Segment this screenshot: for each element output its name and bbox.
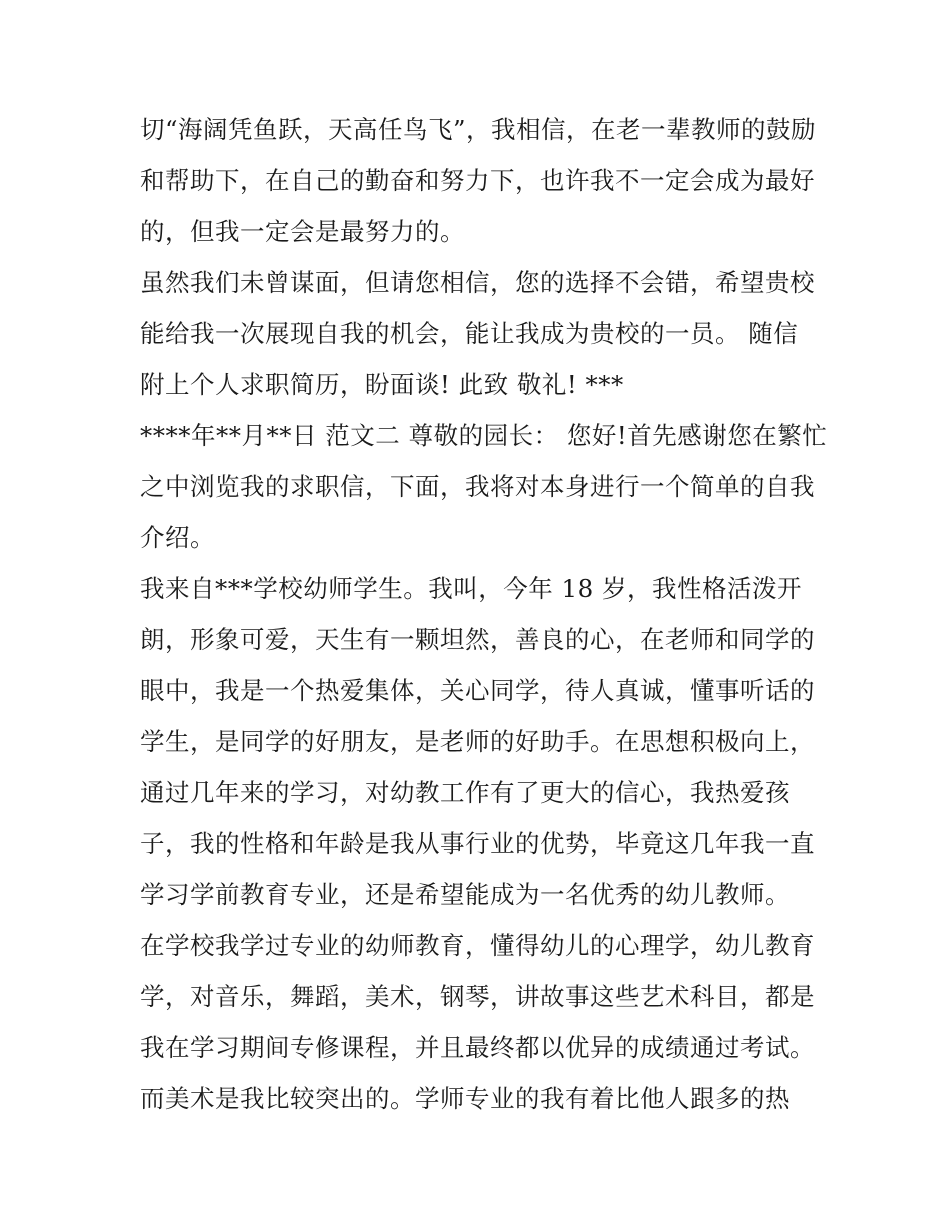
text-line: 我来自***学校幼师学生。我叫，今年 18 岁，我性格活泼开 [140, 574, 802, 603]
letter-body [140, 104, 830, 1124]
text-line: 学习学前教育专业，还是希望能成为一名优秀的幼儿教师。 [140, 880, 790, 909]
text-line: 虽然我们未曾谋面，但请您相信，您的选择不会错，希望贵校 [140, 268, 815, 297]
text-line: 附上个人求职简历，盼面谈! 此致 敬礼! *** [140, 370, 624, 399]
text-line: 切“海阔凭鱼跃，天高任鸟飞”，我相信，在老一辈教师的鼓励 [140, 115, 817, 144]
text-line: 的，但我一定会是最努力的。 [140, 217, 465, 246]
text-line: 能给我一次展现自我的机会，能让我成为贵校的一员。 随信 [140, 319, 799, 348]
text-line: 和帮助下，在自己的勤奋和努力下，也许我不一定会成为最好 [140, 166, 815, 195]
text-line: 学，对音乐，舞蹈，美术，钢琴，讲故事这些艺术科目，都是 [140, 982, 815, 1011]
text-line: 我在学习期间专修课程，并且最终都以优异的成绩通过考试。 [140, 1033, 815, 1062]
text-line: 介绍。 [140, 523, 215, 552]
text-line: 在学校我学过专业的幼师教育，懂得幼儿的心理学，幼儿教育 [140, 931, 815, 960]
text-line: 之中浏览我的求职信，下面，我将对本身进行一个简单的自我 [140, 472, 815, 501]
text-line: 子，我的性格和年龄是我从事行业的优势，毕竟这几年我一直 [140, 829, 815, 858]
text-line: 朗，形象可爱，天生有一颗坦然，善良的心，在老师和同学的 [140, 625, 815, 654]
text-line: 而美术是我比较突出的。学师专业的我有着比他人跟多的热 [140, 1084, 790, 1113]
text-line: 学生，是同学的好朋友，是老师的好助手。在思想积极向上， [140, 727, 815, 756]
text-line: 通过几年来的学习，对幼教工作有了更大的信心，我热爱孩 [140, 778, 790, 807]
text-line: 眼中，我是一个热爱集体，关心同学，待人真诚，懂事听话的 [140, 676, 815, 705]
text-line: ****年**月**日 范文二 尊敬的园长： 您好!首先感谢您在繁忙 [140, 421, 828, 450]
